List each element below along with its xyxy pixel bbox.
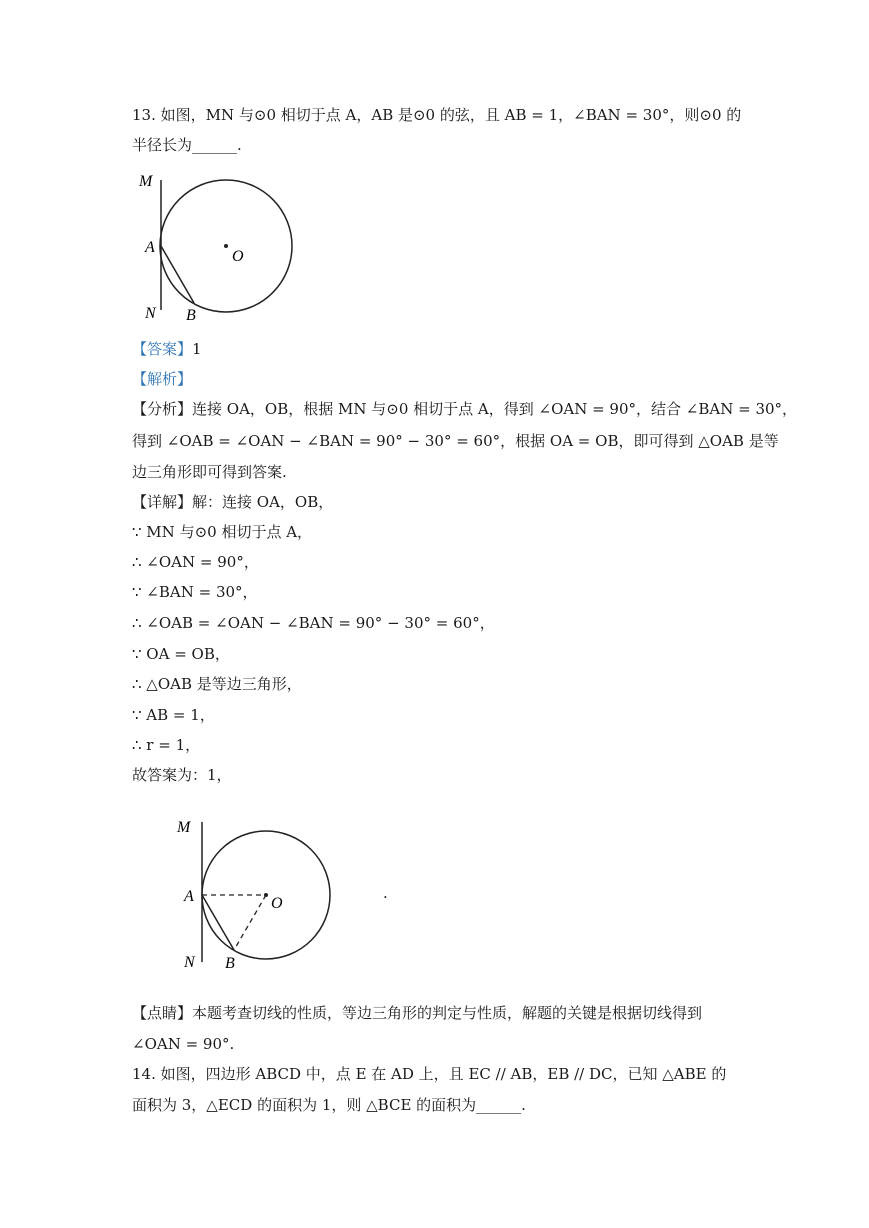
detail-step: ∵ ∠BAN = 30°， [132, 583, 258, 601]
fenxi-text-1: 连接 OA，OB，根据 MN 与⊙0 相切于点 A，得到 ∠OAN = 90°，结合 ∠BAN = 30°， [192, 400, 798, 418]
detail-label: 【详解】 [132, 493, 193, 511]
dianjing-line-1 [132, 1002, 752, 1024]
fenxi-line-1 [132, 398, 798, 420]
label-b: B [225, 955, 235, 972]
detail-step: ∵ OA = OB， [132, 645, 230, 663]
detail-step: 解：连接 OA，OB， [192, 493, 334, 511]
fenxi-label: 【分析】 [132, 400, 193, 418]
label-n: N [184, 954, 195, 971]
label-m: M [139, 173, 153, 190]
solution-figure [170, 812, 350, 977]
label-o: O [232, 248, 244, 265]
q13-figure [132, 168, 312, 328]
label-m: M [177, 819, 191, 836]
chord-ab [202, 895, 234, 950]
q13-line-2: 半径长为______. [132, 136, 242, 154]
radius-ob-dashed [234, 895, 266, 950]
label-n: N [145, 305, 156, 322]
detail-line-1 [132, 491, 752, 513]
q14-line-2: 面积为 3，△ECD 的面积为 1，则 △BCE 的面积为______. [132, 1096, 526, 1114]
center-point-o [264, 893, 268, 897]
analysis-label: 【解析】 [132, 370, 193, 388]
detail-step: ∵ MN 与⊙0 相切于点 A， [132, 523, 313, 541]
answer-label: 【答案】 [132, 340, 193, 358]
fenxi-line-3: 边三角形即可得到答案. [132, 463, 287, 481]
detail-step: ∵ AB = 1， [132, 706, 215, 724]
detail-step: ∴ △OAB 是等边三角形， [132, 675, 302, 693]
dianjing-label: 【点睛】 [132, 1004, 193, 1022]
answer-line [132, 338, 752, 360]
figure-period: . [383, 884, 388, 902]
detail-step: 故答案为：1， [132, 766, 232, 784]
q13-line-1: 13. 如图，MN 与⊙0 相切于点 A，AB 是⊙0 的弦，且 AB = 1，∠BAN = 30°，则⊙0 的 [132, 106, 742, 124]
fenxi-line-2: 得到 ∠OAB = ∠OAN − ∠BAN = 90° − 30° = 60°，根据 OA = OB，即可得到 △OAB 是等 [132, 432, 779, 450]
label-b: B [186, 307, 196, 324]
label-a: A [184, 888, 194, 905]
dianjing-line-2: ∠OAN = 90°. [132, 1035, 235, 1053]
answer-value: 1 [192, 340, 202, 358]
detail-step: ∴ ∠OAN = 90°， [132, 553, 259, 571]
dianjing-text-1: 本题考查切线的性质，等边三角形的判定与性质，解题的关键是根据切线得到 [192, 1004, 703, 1022]
detail-step: ∴ ∠OAB = ∠OAN − ∠BAN = 90° − 30° = 60°， [132, 614, 495, 632]
q14-line-1: 14. 如图，四边形 ABCD 中，点 E 在 AD 上，且 EC // AB，EB // DC，已知 △ABE 的 [132, 1065, 727, 1083]
label-o: O [271, 895, 283, 912]
label-a: A [145, 239, 155, 256]
detail-step: ∴ r = 1， [132, 736, 201, 754]
center-point-o [224, 244, 228, 248]
